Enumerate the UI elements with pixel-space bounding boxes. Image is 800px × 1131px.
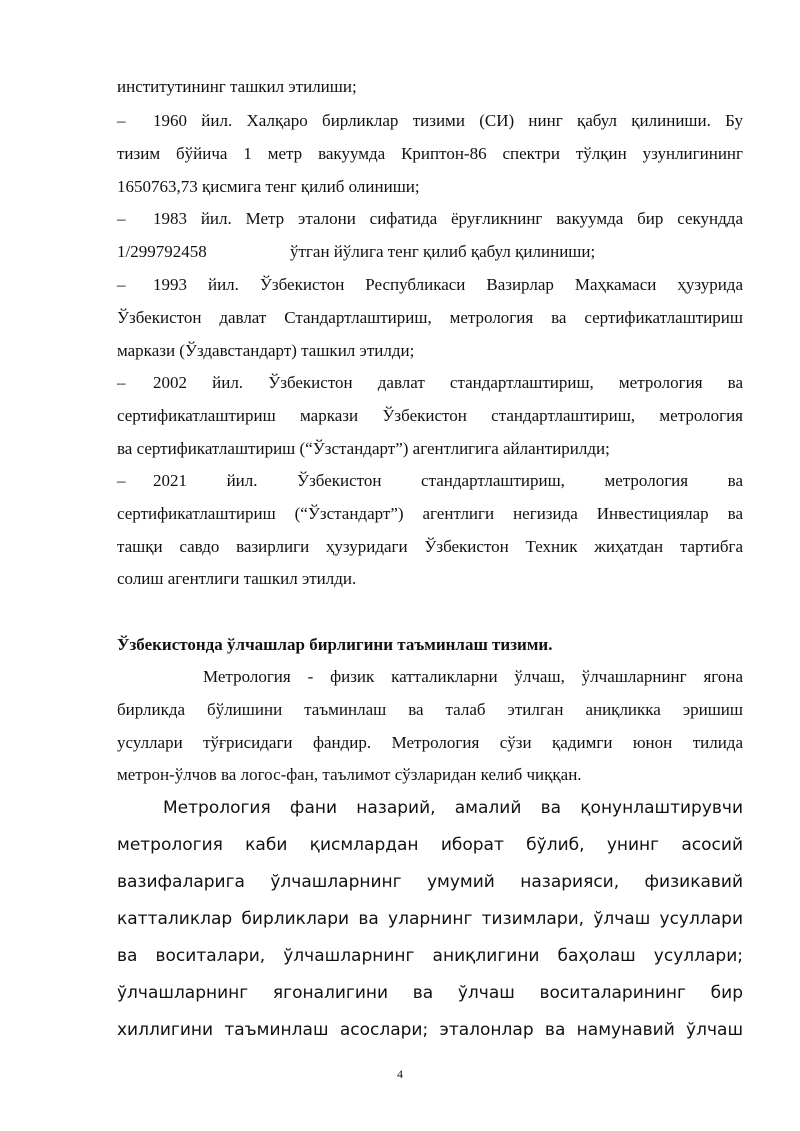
list-item-1960-line-2: тизим бўйича 1 метр вакуумда Криптон-86 спектри тўлқин узунлигининг <box>117 144 743 163</box>
body-line-3: вазифаларига ўлчашларнинг умумий назарияси, физикавий <box>117 872 743 892</box>
list-item-1983-line-1: 1983 йил. Метр эталони сифатида ёруғликнинг вакуумда бир секундда <box>153 209 743 228</box>
page-number: 4 <box>397 1067 403 1081</box>
definition-line-2: бирликда бўлишини таъминлаш ва талаб этилган аниқликка эришиш <box>117 700 743 719</box>
list-item-2021-line-1: 2021 йил. Ўзбекистон стандартлаштириш, метрология ва <box>153 471 743 490</box>
body-line-5: ва воситалари, ўлчашларнинг аниқлигини баҳолаш усуллари; <box>117 946 743 966</box>
list-item-2021-line-4: солиш агентлиги ташкил этилди. <box>117 569 357 588</box>
definition-line-1: Метрология - физик катталикларни ўлчаш, ўлчашларнинг ягона <box>203 667 743 686</box>
list-item-1960-line-3: 1650763,73 қисмига тенг қилиб олиниши; <box>117 177 420 196</box>
list-item-2021-line-3: ташқи савдо вазирлиги ҳузуридаги Ўзбекистон Техник жиҳатдан тартибга <box>117 537 743 556</box>
list-item-1993-line-2: Ўзбекистон давлат Стандартлаштириш, метрология ва сертификатлаштириш <box>117 308 743 327</box>
list-item-2002-line-3: ва сертификатлаштириш (“Ўзстандарт”) агентлигига айлантирилди; <box>117 439 610 458</box>
definition-line-3: усуллари тўғрисидаги фандир. Метрология сўзи қадимги юнон тилида <box>117 733 743 752</box>
body-line-1: Метрология фани назарий, амалий ва қонунлаштирувчи <box>163 798 743 818</box>
text-line-1: институтининг ташкил этилиши; <box>117 77 357 96</box>
definition-line-4: метрон-ўлчов ва логос-фан, таълимот сўзларидан келиб чиққан. <box>117 765 582 784</box>
body-line-6: ўлчашларнинг ягоналигини ва ўлчаш воситаларининг бир <box>117 983 743 1003</box>
list-item-1960-line-1: 1960 йил. Халқаро бирликлар тизими (СИ) нинг қабул қилиниши. Бу <box>153 111 743 130</box>
list-item-1983-line-2: ўтган йўлига тенг қилиб қабул қилиниши; <box>290 242 596 261</box>
body-line-2: метрология каби қисмлардан иборат бўлиб, унинг асосий <box>117 835 743 855</box>
list-dash-2: – <box>117 209 126 228</box>
list-item-1993-line-3: маркази (Ўздавстандарт) ташкил этилди; <box>117 341 415 360</box>
list-dash-1: – <box>117 111 126 130</box>
section-heading: Ўзбекистонда ўлчашлар бирлигини таъминлаш тизими. <box>117 635 553 654</box>
list-item-1983-number: 1/299792458 <box>117 242 207 261</box>
list-dash-3: – <box>117 275 126 294</box>
list-item-2021-line-2: сертификатлаштириш (“Ўзстандарт”) агентлиги негизида Инвестициялар ва <box>117 504 743 523</box>
list-item-1993-line-1: 1993 йил. Ўзбекистон Республикаси Вазирлар Маҳкамаси ҳузурида <box>153 275 743 294</box>
list-item-2002-line-2: сертификатлаштириш маркази Ўзбекистон стандартлаштириш, метрология <box>117 406 743 425</box>
body-line-7: хиллигини таъминлаш асослари; эталонлар ва намунавий ўлчаш <box>117 1020 743 1040</box>
list-item-2002-line-1: 2002 йил. Ўзбекистон давлат стандартлаштириш, метрология ва <box>153 373 743 392</box>
list-dash-4: – <box>117 373 126 392</box>
list-dash-5: – <box>117 471 126 490</box>
body-line-4: катталиклар бирликлари ва уларнинг тизимлари, ўлчаш усуллари <box>117 909 743 929</box>
